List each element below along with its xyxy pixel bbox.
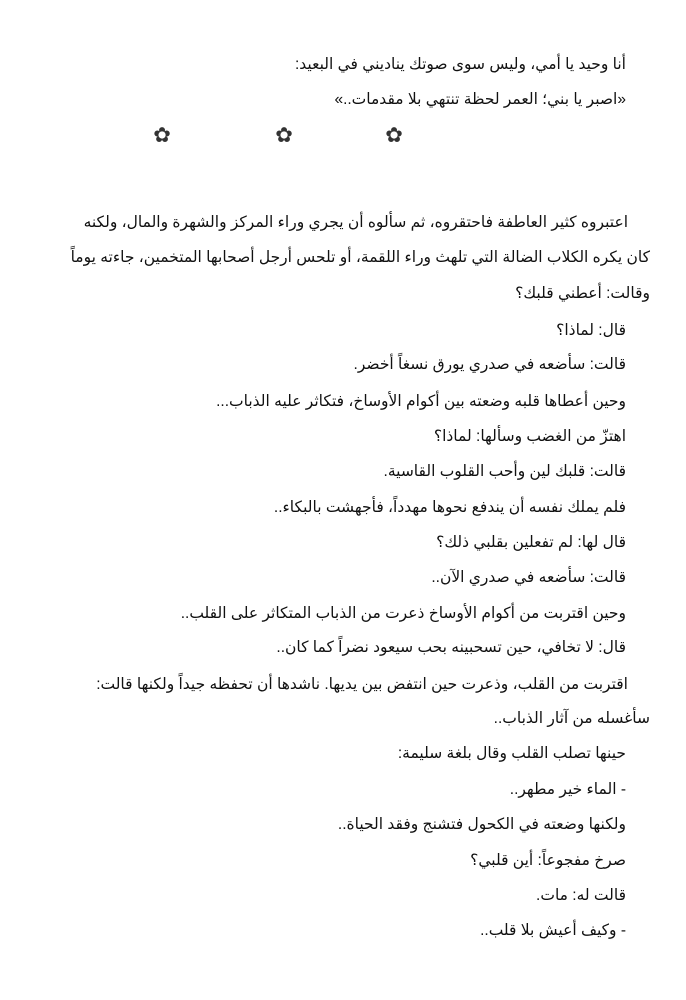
story-line: كان يكره الكلاب الضالة التي تلهث وراء اللقمة، أو تلحس أرجل أصحابها المتخمين، جاءته يوماً bbox=[70, 249, 650, 266]
story-line: اعتبروه كثير العاطفة فاحتقروه، ثم سألوه أن يجري وراء المركز والشهرة والمال، ولكنه bbox=[83, 214, 628, 231]
story-line: قال: لا تخافي، حين تسحبينه بحب سيعود نضراً كما كان.. bbox=[276, 639, 626, 656]
story-line: وقالت: أعطني قلبك؟ bbox=[515, 285, 650, 302]
story-line: قالت له: مات. bbox=[536, 887, 626, 904]
story-line: ولكنها وضعته في الكحول فتشنج وفقد الحياة.. bbox=[337, 816, 626, 833]
flower-ornament-icon: ✿ bbox=[275, 123, 293, 147]
story-line: وحين اقتربت من أكوام الأوساخ ذعرت من الذباب المتكاثر على القلب.. bbox=[180, 605, 626, 622]
story-line: - الماء خير مطهر.. bbox=[509, 781, 626, 798]
story-line: فلم يملك نفسه أن يندفع نحوها مهدداً، فأجهشت بالبكاء.. bbox=[273, 499, 626, 516]
story-line: - وكيف أعيش بلا قلب.. bbox=[480, 922, 626, 939]
story-line: قالت: سأضعه في صدري يورق نسغاً أخضر. bbox=[353, 356, 626, 373]
story-line: سأغسله من آثار الذباب.. bbox=[493, 710, 650, 727]
story-line: قالت: سأضعه في صدري الآن.. bbox=[431, 569, 626, 586]
flower-ornament-icon: ✿ bbox=[385, 123, 403, 147]
poem-line: أنا وحيد يا أمي، وليس سوى صوتك يناديني في البعيد: bbox=[294, 56, 626, 73]
story-line: اهتزّ من الغضب وسألها: لماذا؟ bbox=[433, 428, 626, 445]
story-line: قال: لماذا؟ bbox=[556, 322, 626, 339]
story-line: قالت: قلبك لين وأحب القلوب القاسية. bbox=[383, 463, 626, 480]
story-line: حينها تصلب القلب وقال بلغة سليمة: bbox=[397, 745, 626, 762]
flower-ornament-icon: ✿ bbox=[153, 123, 171, 147]
poem-line: «اصبر يا بني؛ العمر لحظة تنتهي بلا مقدمات..» bbox=[334, 91, 626, 108]
story-line: وحين أعطاها قلبه وضعته بين أكوام الأوساخ، فتكاثر عليه الذباب... bbox=[216, 393, 626, 410]
story-line: قال لها: لم تفعلين بقلبي ذلك؟ bbox=[436, 534, 626, 551]
story-line: صرخ مفجوعاً: أين قلبي؟ bbox=[470, 852, 626, 869]
story-line: اقتربت من القلب، وذعرت حين انتفض بين يديها. ناشدها أن تحفظه جيداً ولكنها قالت: bbox=[96, 676, 628, 693]
